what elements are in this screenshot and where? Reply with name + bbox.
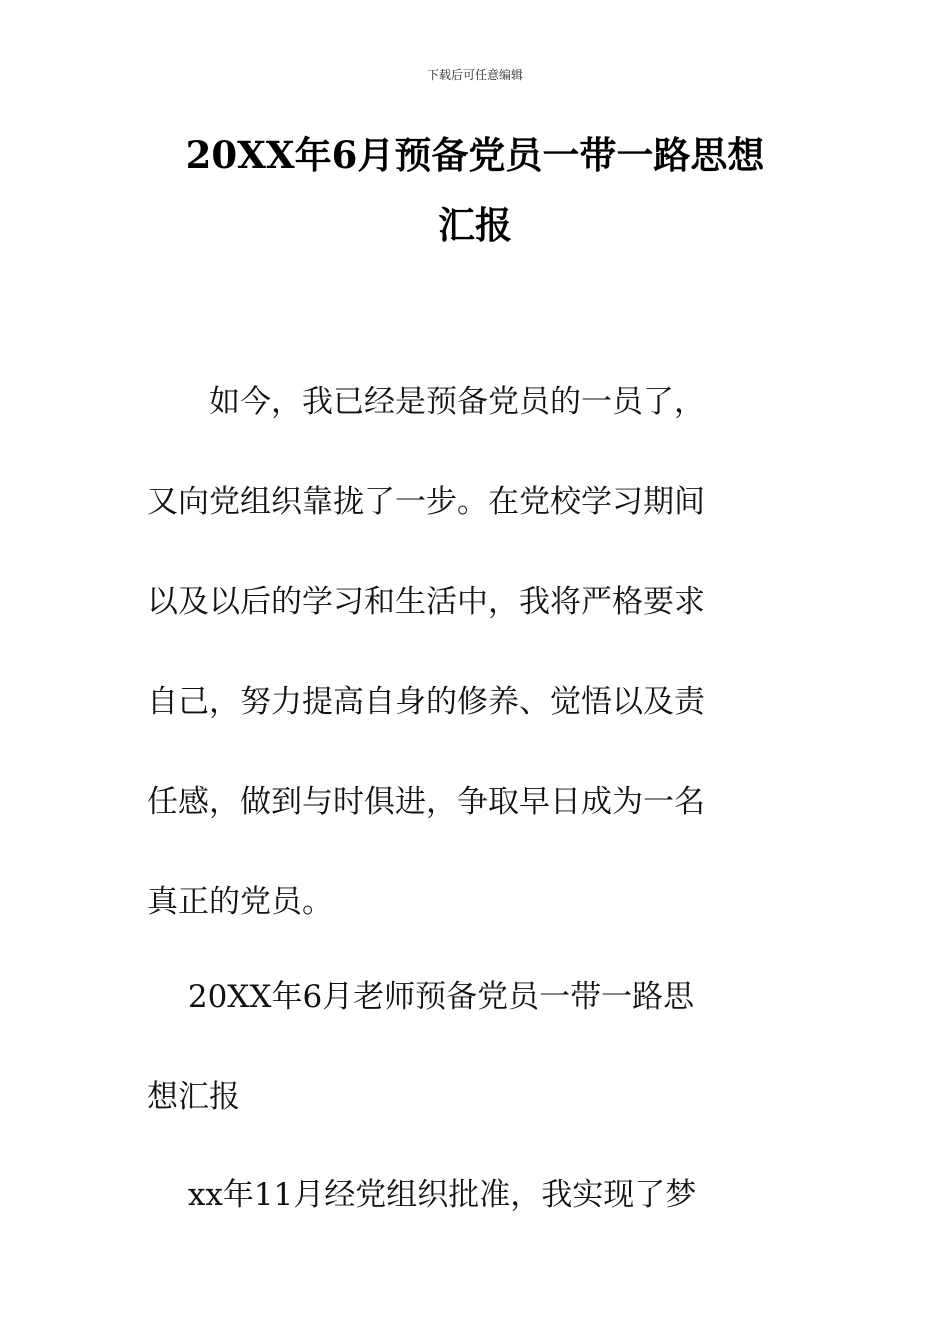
document-title [150, 120, 800, 260]
paragraph-1-line: 自己，努力提高自身的修养、觉悟以及责 [147, 684, 705, 720]
header-note: 下载后可任意编辑 [426, 68, 523, 82]
paragraph-1 [147, 352, 799, 952]
paragraph-1-line: 又向党组织靠拢了一步。在党校学习期间 [147, 484, 705, 520]
paragraph-2 [147, 1145, 799, 1245]
paragraph-1-line: 以及以后的学习和生活中，我将严格要求 [147, 584, 705, 620]
title-line-1: 20XX年6月预备党员一带一路思想 [185, 133, 765, 177]
title-line-2: 汇报 [438, 203, 512, 247]
paragraph-1-line: 真正的党员。 [147, 884, 333, 920]
paragraph-1-line: 如今，我已经是预备党员的一员了， [147, 384, 705, 420]
section-subtitle [147, 947, 799, 1147]
subtitle-line: 想汇报 [147, 1079, 240, 1115]
subtitle-line: 20XX年6月老师预备党员一带一路思 [147, 979, 695, 1015]
paragraph-1-line: 任感，做到与时俱进，争取早日成为一名 [147, 784, 705, 820]
paragraph-2-line: xx年11月经党组织批准，我实现了梦 [147, 1177, 697, 1213]
